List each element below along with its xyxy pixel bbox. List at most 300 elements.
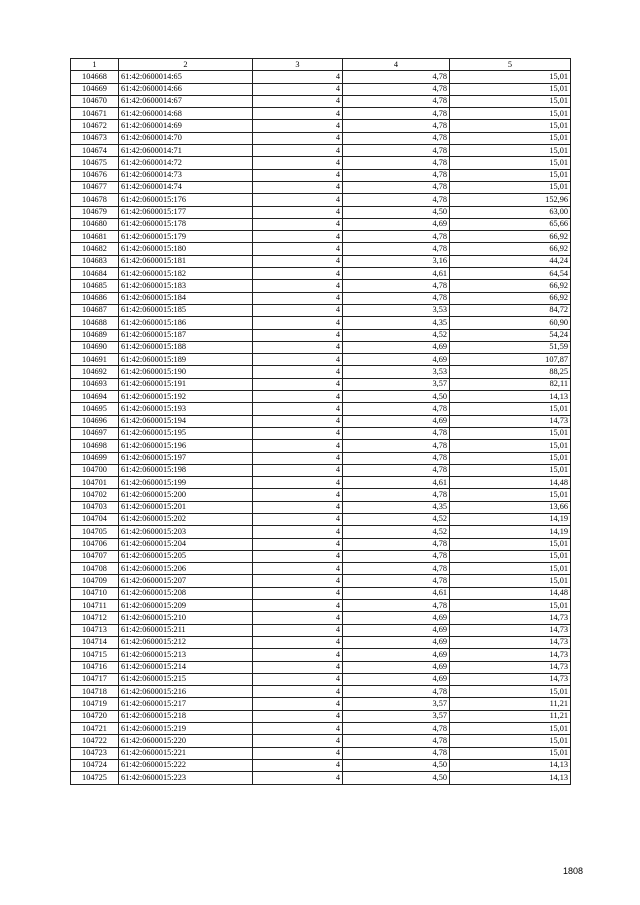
- column-5-cell: 63,00: [450, 206, 571, 218]
- column-5-cell: 13,66: [450, 501, 571, 513]
- column-3-cell: 4: [253, 427, 343, 439]
- column-4-cell: 4,78: [343, 550, 450, 562]
- column-4-cell: 4,78: [343, 169, 450, 181]
- column-header: 5: [450, 59, 571, 71]
- table-row: [71, 108, 571, 120]
- cadastral-number-cell: 61:42:0600015:185: [119, 304, 253, 316]
- column-3-cell: 4: [253, 612, 343, 624]
- cadastral-number-cell: 61:42:0600015:198: [119, 464, 253, 476]
- row-number-cell: 104717: [71, 673, 119, 685]
- row-number-cell: 104713: [71, 624, 119, 636]
- column-3-cell: 4: [253, 95, 343, 107]
- table-row: [71, 317, 571, 329]
- column-4-cell: 4,50: [343, 772, 450, 784]
- row-number-cell: 104674: [71, 145, 119, 157]
- table-row: [71, 489, 571, 501]
- column-3-cell: 4: [253, 440, 343, 452]
- table-row: [71, 747, 571, 759]
- row-number-cell: 104725: [71, 772, 119, 784]
- cadastral-number-cell: 61:42:0600015:182: [119, 268, 253, 280]
- cadastral-number-cell: 61:42:0600015:216: [119, 686, 253, 698]
- column-4-cell: 3,57: [343, 378, 450, 390]
- column-3-cell: 4: [253, 686, 343, 698]
- row-number-cell: 104707: [71, 550, 119, 562]
- column-5-cell: 15,01: [450, 157, 571, 169]
- column-3-cell: 4: [253, 587, 343, 599]
- row-number-cell: 104694: [71, 391, 119, 403]
- column-5-cell: 107,87: [450, 354, 571, 366]
- column-3-cell: 4: [253, 759, 343, 771]
- cadastral-number-cell: 61:42:0600015:178: [119, 218, 253, 230]
- table-row: [71, 304, 571, 316]
- cadastral-number-cell: 61:42:0600014:66: [119, 83, 253, 95]
- column-4-cell: 4,78: [343, 145, 450, 157]
- column-5-cell: 15,01: [450, 440, 571, 452]
- column-5-cell: 15,01: [450, 723, 571, 735]
- table-row: [71, 354, 571, 366]
- column-3-cell: 4: [253, 317, 343, 329]
- row-number-cell: 104686: [71, 292, 119, 304]
- column-5-cell: 15,01: [450, 71, 571, 83]
- row-number-cell: 104670: [71, 95, 119, 107]
- cadastral-number-cell: 61:42:0600015:205: [119, 550, 253, 562]
- column-3-cell: 4: [253, 464, 343, 476]
- column-5-cell: 44,24: [450, 255, 571, 267]
- column-3-cell: 4: [253, 747, 343, 759]
- column-5-cell: 15,01: [450, 600, 571, 612]
- column-4-cell: 4,69: [343, 624, 450, 636]
- column-4-cell: 4,78: [343, 538, 450, 550]
- table-row: [71, 477, 571, 489]
- cadastral-number-cell: 61:42:0600015:191: [119, 378, 253, 390]
- table-row: [71, 600, 571, 612]
- column-5-cell: 15,01: [450, 83, 571, 95]
- cadastral-number-cell: 61:42:0600015:188: [119, 341, 253, 353]
- page-number: 1808: [563, 866, 584, 876]
- column-4-cell: 4,78: [343, 747, 450, 759]
- column-5-cell: 15,01: [450, 403, 571, 415]
- table-row: [71, 563, 571, 575]
- column-3-cell: 4: [253, 575, 343, 587]
- row-number-cell: 104690: [71, 341, 119, 353]
- table-row: [71, 698, 571, 710]
- column-4-cell: 4,69: [343, 354, 450, 366]
- column-5-cell: 60,90: [450, 317, 571, 329]
- row-number-cell: 104696: [71, 415, 119, 427]
- cadastral-number-cell: 61:42:0600015:220: [119, 735, 253, 747]
- column-3-cell: 4: [253, 391, 343, 403]
- cadastral-number-cell: 61:42:0600015:196: [119, 440, 253, 452]
- column-5-cell: 15,01: [450, 575, 571, 587]
- column-3-cell: 4: [253, 145, 343, 157]
- column-4-cell: 4,78: [343, 575, 450, 587]
- table-row: [71, 243, 571, 255]
- column-4-cell: 4,78: [343, 120, 450, 132]
- column-4-cell: 3,53: [343, 304, 450, 316]
- cadastral-number-cell: 61:42:0600015:193: [119, 403, 253, 415]
- column-4-cell: 4,61: [343, 268, 450, 280]
- table-row: [71, 526, 571, 538]
- column-3-cell: 4: [253, 624, 343, 636]
- row-number-cell: 104723: [71, 747, 119, 759]
- row-number-cell: 104710: [71, 587, 119, 599]
- row-number-cell: 104672: [71, 120, 119, 132]
- column-5-cell: 15,01: [450, 427, 571, 439]
- cadastral-number-cell: 61:42:0600015:197: [119, 452, 253, 464]
- table-row: [71, 120, 571, 132]
- column-3-cell: 4: [253, 120, 343, 132]
- column-3-cell: 4: [253, 452, 343, 464]
- column-3-cell: 4: [253, 563, 343, 575]
- table-row: [71, 132, 571, 144]
- row-number-cell: 104702: [71, 489, 119, 501]
- column-4-cell: 4,69: [343, 649, 450, 661]
- column-5-cell: 14,73: [450, 636, 571, 648]
- column-5-cell: 15,01: [450, 120, 571, 132]
- column-3-cell: 4: [253, 243, 343, 255]
- column-5-cell: 14,13: [450, 759, 571, 771]
- row-number-cell: 104679: [71, 206, 119, 218]
- column-3-cell: 4: [253, 206, 343, 218]
- column-4-cell: 4,50: [343, 759, 450, 771]
- column-4-cell: 4,78: [343, 83, 450, 95]
- column-3-cell: 4: [253, 673, 343, 685]
- cadastral-number-cell: 61:42:0600015:177: [119, 206, 253, 218]
- column-4-cell: 4,78: [343, 489, 450, 501]
- row-number-cell: 104714: [71, 636, 119, 648]
- column-3-cell: 4: [253, 710, 343, 722]
- row-number-cell: 104685: [71, 280, 119, 292]
- table-row: [71, 71, 571, 83]
- column-5-cell: 15,01: [450, 686, 571, 698]
- row-number-cell: 104693: [71, 378, 119, 390]
- table-row: [71, 452, 571, 464]
- row-number-cell: 104684: [71, 268, 119, 280]
- column-5-cell: 15,01: [450, 181, 571, 193]
- table-row: [71, 624, 571, 636]
- row-number-cell: 104720: [71, 710, 119, 722]
- cadastral-number-cell: 61:42:0600015:190: [119, 366, 253, 378]
- table-row: [71, 661, 571, 673]
- row-number-cell: 104691: [71, 354, 119, 366]
- column-3-cell: 4: [253, 132, 343, 144]
- table-row: [71, 218, 571, 230]
- table-row: [71, 366, 571, 378]
- column-5-cell: 51,59: [450, 341, 571, 353]
- table-row: [71, 169, 571, 181]
- column-5-cell: 15,01: [450, 95, 571, 107]
- table-row: [71, 378, 571, 390]
- column-3-cell: 4: [253, 735, 343, 747]
- column-3-cell: 4: [253, 341, 343, 353]
- table-row: [71, 341, 571, 353]
- column-3-cell: 4: [253, 415, 343, 427]
- table-row: [71, 157, 571, 169]
- row-number-cell: 104721: [71, 723, 119, 735]
- table-row: [71, 231, 571, 243]
- column-3-cell: 4: [253, 600, 343, 612]
- cadastral-number-cell: 61:42:0600014:72: [119, 157, 253, 169]
- row-number-cell: 104715: [71, 649, 119, 661]
- column-4-cell: 4,78: [343, 292, 450, 304]
- column-5-cell: 66,92: [450, 231, 571, 243]
- column-3-cell: 4: [253, 169, 343, 181]
- cadastral-number-cell: 61:42:0600015:192: [119, 391, 253, 403]
- cadastral-number-cell: 61:42:0600015:203: [119, 526, 253, 538]
- column-5-cell: 65,66: [450, 218, 571, 230]
- column-4-cell: 4,50: [343, 391, 450, 403]
- column-5-cell: 15,01: [450, 489, 571, 501]
- column-3-cell: 4: [253, 661, 343, 673]
- column-4-cell: 4,78: [343, 723, 450, 735]
- table-row: [71, 292, 571, 304]
- cadastral-number-cell: 61:42:0600015:217: [119, 698, 253, 710]
- cadastral-number-cell: 61:42:0600015:202: [119, 513, 253, 525]
- cadastral-number-cell: 61:42:0600015:223: [119, 772, 253, 784]
- column-5-cell: 64,54: [450, 268, 571, 280]
- row-number-cell: 104692: [71, 366, 119, 378]
- column-5-cell: 14,73: [450, 612, 571, 624]
- table-row: [71, 772, 571, 784]
- row-number-cell: 104701: [71, 477, 119, 489]
- column-4-cell: 4,69: [343, 661, 450, 673]
- column-4-cell: 4,78: [343, 427, 450, 439]
- column-4-cell: 4,78: [343, 243, 450, 255]
- table-row: [71, 550, 571, 562]
- cadastral-number-cell: 61:42:0600015:206: [119, 563, 253, 575]
- column-4-cell: 4,69: [343, 612, 450, 624]
- column-3-cell: 4: [253, 280, 343, 292]
- table-row: [71, 403, 571, 415]
- row-number-cell: 104722: [71, 735, 119, 747]
- column-5-cell: 82,11: [450, 378, 571, 390]
- row-number-cell: 104680: [71, 218, 119, 230]
- table-row: [71, 587, 571, 599]
- row-number-cell: 104687: [71, 304, 119, 316]
- column-5-cell: 66,92: [450, 243, 571, 255]
- column-4-cell: 4,35: [343, 501, 450, 513]
- column-5-cell: 15,01: [450, 464, 571, 476]
- column-3-cell: 4: [253, 501, 343, 513]
- table-row: [71, 181, 571, 193]
- row-number-cell: 104711: [71, 600, 119, 612]
- cadastral-number-cell: 61:42:0600015:199: [119, 477, 253, 489]
- column-5-cell: 15,01: [450, 550, 571, 562]
- cadastral-number-cell: 61:42:0600015:211: [119, 624, 253, 636]
- row-number-cell: 104705: [71, 526, 119, 538]
- column-5-cell: 14,73: [450, 415, 571, 427]
- table-row: [71, 723, 571, 735]
- column-3-cell: 4: [253, 489, 343, 501]
- table-row: [71, 255, 571, 267]
- column-4-cell: 4,78: [343, 71, 450, 83]
- cadastral-number-cell: 61:42:0600015:179: [119, 231, 253, 243]
- row-number-cell: 104689: [71, 329, 119, 341]
- row-number-cell: 104688: [71, 317, 119, 329]
- row-number-cell: 104709: [71, 575, 119, 587]
- column-4-cell: 4,78: [343, 108, 450, 120]
- column-5-cell: 14,13: [450, 391, 571, 403]
- column-3-cell: 4: [253, 636, 343, 648]
- column-3-cell: 4: [253, 157, 343, 169]
- row-number-cell: 104677: [71, 181, 119, 193]
- cadastral-number-cell: 61:42:0600014:74: [119, 181, 253, 193]
- row-number-cell: 104708: [71, 563, 119, 575]
- column-4-cell: 4,69: [343, 415, 450, 427]
- column-header: 2: [119, 59, 253, 71]
- cadastral-number-cell: 61:42:0600014:70: [119, 132, 253, 144]
- cadastral-number-cell: 61:42:0600015:200: [119, 489, 253, 501]
- row-number-cell: 104716: [71, 661, 119, 673]
- table-row: [71, 710, 571, 722]
- row-number-cell: 104671: [71, 108, 119, 120]
- row-number-cell: 104704: [71, 513, 119, 525]
- column-3-cell: 4: [253, 181, 343, 193]
- column-4-cell: 4,69: [343, 673, 450, 685]
- cadastral-number-cell: 61:42:0600015:180: [119, 243, 253, 255]
- column-5-cell: 14,13: [450, 772, 571, 784]
- column-5-cell: 15,01: [450, 132, 571, 144]
- column-3-cell: 4: [253, 649, 343, 661]
- table-row: [71, 673, 571, 685]
- column-4-cell: 3,57: [343, 710, 450, 722]
- column-3-cell: 4: [253, 538, 343, 550]
- table-row: [71, 415, 571, 427]
- column-5-cell: 84,72: [450, 304, 571, 316]
- column-4-cell: 4,78: [343, 181, 450, 193]
- column-3-cell: 4: [253, 513, 343, 525]
- cadastral-number-cell: 61:42:0600015:194: [119, 415, 253, 427]
- row-number-cell: 104673: [71, 132, 119, 144]
- column-4-cell: 4,78: [343, 600, 450, 612]
- column-4-cell: 3,57: [343, 698, 450, 710]
- column-5-cell: 15,01: [450, 169, 571, 181]
- cadastral-number-cell: 61:42:0600014:73: [119, 169, 253, 181]
- column-4-cell: 4,78: [343, 563, 450, 575]
- column-3-cell: 4: [253, 403, 343, 415]
- column-3-cell: 4: [253, 292, 343, 304]
- column-5-cell: 15,01: [450, 108, 571, 120]
- row-number-cell: 104699: [71, 452, 119, 464]
- column-5-cell: 11,21: [450, 710, 571, 722]
- cadastral-number-cell: 61:42:0600015:222: [119, 759, 253, 771]
- column-4-cell: 4,78: [343, 231, 450, 243]
- table-row: [71, 194, 571, 206]
- column-header: 4: [343, 59, 450, 71]
- column-4-cell: 4,52: [343, 513, 450, 525]
- column-4-cell: 4,78: [343, 280, 450, 292]
- table-row: [71, 575, 571, 587]
- row-number-cell: 104683: [71, 255, 119, 267]
- cadastral-number-cell: 61:42:0600015:183: [119, 280, 253, 292]
- column-3-cell: 4: [253, 194, 343, 206]
- column-5-cell: 54,24: [450, 329, 571, 341]
- column-4-cell: 4,78: [343, 403, 450, 415]
- column-5-cell: 14,73: [450, 673, 571, 685]
- cadastral-number-cell: 61:42:0600015:189: [119, 354, 253, 366]
- cadastral-number-cell: 61:42:0600014:71: [119, 145, 253, 157]
- table-row: [71, 538, 571, 550]
- column-5-cell: 66,92: [450, 280, 571, 292]
- column-4-cell: 4,78: [343, 440, 450, 452]
- table-row: [71, 95, 571, 107]
- column-4-cell: 3,16: [343, 255, 450, 267]
- row-number-cell: 104718: [71, 686, 119, 698]
- cadastral-number-cell: 61:42:0600015:219: [119, 723, 253, 735]
- table-row: [71, 513, 571, 525]
- column-5-cell: 14,73: [450, 649, 571, 661]
- table-header-row: [71, 59, 571, 71]
- cadastral-number-cell: 61:42:0600015:184: [119, 292, 253, 304]
- column-4-cell: 4,78: [343, 157, 450, 169]
- column-5-cell: 14,73: [450, 624, 571, 636]
- cadastral-number-cell: 61:42:0600015:208: [119, 587, 253, 599]
- row-number-cell: 104719: [71, 698, 119, 710]
- data-table: [70, 58, 571, 785]
- row-number-cell: 104695: [71, 403, 119, 415]
- column-3-cell: 4: [253, 218, 343, 230]
- row-number-cell: 104669: [71, 83, 119, 95]
- column-4-cell: 4,78: [343, 452, 450, 464]
- row-number-cell: 104697: [71, 427, 119, 439]
- column-5-cell: 14,73: [450, 661, 571, 673]
- cadastral-number-cell: 61:42:0600014:69: [119, 120, 253, 132]
- column-3-cell: 4: [253, 268, 343, 280]
- column-5-cell: 14,48: [450, 477, 571, 489]
- cadastral-number-cell: 61:42:0600015:210: [119, 612, 253, 624]
- column-3-cell: 4: [253, 304, 343, 316]
- cadastral-number-cell: 61:42:0600015:187: [119, 329, 253, 341]
- column-5-cell: 15,01: [450, 563, 571, 575]
- row-number-cell: 104706: [71, 538, 119, 550]
- column-3-cell: 4: [253, 723, 343, 735]
- row-number-cell: 104698: [71, 440, 119, 452]
- row-number-cell: 104724: [71, 759, 119, 771]
- column-3-cell: 4: [253, 231, 343, 243]
- column-4-cell: 4,35: [343, 317, 450, 329]
- table-row: [71, 391, 571, 403]
- column-3-cell: 4: [253, 71, 343, 83]
- cadastral-number-cell: 61:42:0600015:221: [119, 747, 253, 759]
- table-row: [71, 83, 571, 95]
- column-4-cell: 4,78: [343, 132, 450, 144]
- column-4-cell: 4,52: [343, 329, 450, 341]
- row-number-cell: 104681: [71, 231, 119, 243]
- cadastral-number-cell: 61:42:0600015:218: [119, 710, 253, 722]
- table-row: [71, 686, 571, 698]
- row-number-cell: 104678: [71, 194, 119, 206]
- column-3-cell: 4: [253, 255, 343, 267]
- table-row: [71, 735, 571, 747]
- column-4-cell: 4,61: [343, 587, 450, 599]
- column-5-cell: 14,48: [450, 587, 571, 599]
- table-row: [71, 280, 571, 292]
- column-5-cell: 15,01: [450, 735, 571, 747]
- column-4-cell: 4,69: [343, 218, 450, 230]
- table-row: [71, 636, 571, 648]
- column-3-cell: 4: [253, 329, 343, 341]
- column-3-cell: 4: [253, 550, 343, 562]
- column-header: 3: [253, 59, 343, 71]
- table-row: [71, 501, 571, 513]
- column-5-cell: 66,92: [450, 292, 571, 304]
- column-3-cell: 4: [253, 698, 343, 710]
- column-5-cell: 14,19: [450, 513, 571, 525]
- cadastral-number-cell: 61:42:0600015:176: [119, 194, 253, 206]
- cadastral-number-cell: 61:42:0600014:65: [119, 71, 253, 83]
- column-header: 1: [71, 59, 119, 71]
- column-3-cell: 4: [253, 526, 343, 538]
